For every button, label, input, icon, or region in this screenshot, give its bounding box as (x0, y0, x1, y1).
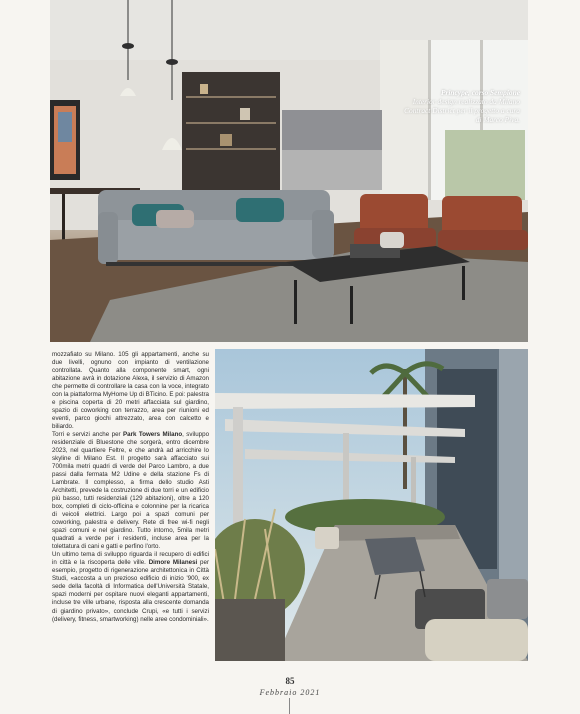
caption-title: Princype, corso Sempione (440, 88, 520, 97)
p2-text-before: Torri e servizi anche per (52, 431, 124, 439)
dimore-milanesi-bold: Dimore Milanesi (148, 559, 198, 567)
caption-body: Interior design realizzato da Milano Contract District per il progetto a cura di Marco Piva. (404, 97, 520, 124)
page-number: 85 (285, 676, 295, 686)
paragraph-3 (52, 551, 209, 623)
park-towers-bold: Park Towers Milano (123, 431, 183, 439)
p2-text-after: , sviluppo residenziale di Bluestone che sorgerà, entro dicembre 2023, nel quartiere Feltre, e che andrà ad arricchire lo skyline di Milano Est. Il progetto sarà affacciato sui 700mila metri quadri di verde del Parco Lambro, a due passi dalla fermata M2 Udine e della stazione Fs di Lambrate. Il complesso, a firma dello studio Asti Architetti, prevede la costruzione di due torri e un edificio più basso, tutti residenziali (129 abitazioni), oltre a 120 box, completi di ciclo-officina e colonnine per la ricarica di veicoli elettrici. Largo poi a spazi comuni per coworking, palestra e delivery. Rete di free wi-fi negli spazi comuni e nel giardino. Tutto intorno, 5mila metri quadrati a verde per i residenti, incluse area per la tolettatura di cani e gatti e perfino l'orto. (52, 431, 209, 551)
p3-text-after: per esempio, progetto di rigenerazione architettonica in Città Studi, «accosta a un prezioso edificio di inizio '900, ex sede della facoltà di Informatica dell'Università Statale, spazi moderni per ospitare nuovi eleganti appartamenti, incluse tre ville urbane, risposta alla crescente domanda di giardino privato», conclude Crupi, «e tutti i servizi (delivery, fitness, smartworking) nelle aree condominiali». (52, 559, 209, 623)
living-room-photo (50, 0, 528, 342)
issue-date: Febbraio 2021 (259, 688, 321, 697)
article-text (52, 351, 209, 667)
photo-caption (400, 88, 520, 124)
footer-divider (289, 698, 290, 714)
terrace-photo (215, 349, 528, 661)
p3-text-before: Un ultimo tema di sviluppo riguarda il recupero di edifici in città e la riscoperta delle ville. (52, 551, 209, 567)
paragraph-1: mozzafiato su Milano. 105 gli appartamenti, anche su due livelli, ognuno con impianto di ventilazione controllata. Quanto alla componente smart, ogni abitazione avrà in dotazione Alexa, il servizio di Amazon che permette di controllare la casa con la voce, integrato con la piattaforma MyHome Up di BTicino. E poi: palestra e piscina coperta di 20 metri affacciata sul giardino, spazio di coworking con terrazzo, area per riunioni ed eventi, parco giochi attrezzato, area con calcetto e biliardo. (52, 351, 209, 431)
paragraph-2 (52, 431, 209, 551)
